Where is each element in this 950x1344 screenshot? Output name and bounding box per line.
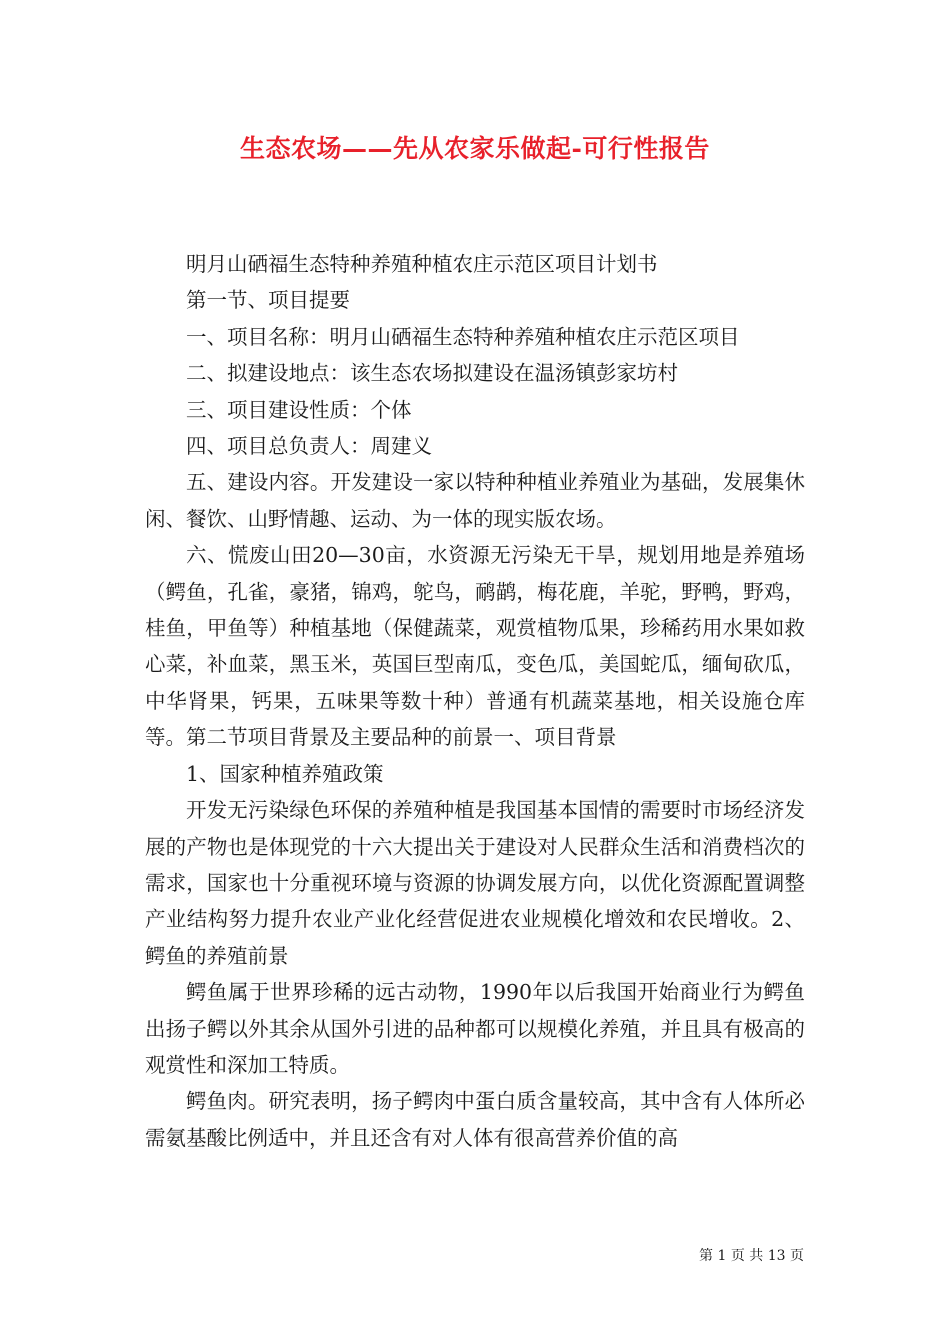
document-title: 生态农场——先从农家乐做起-可行性报告: [240, 134, 710, 163]
paragraph-land-plan: 六、慌废山田20—30亩，水资源无污染无干旱，规划用地是养殖场（鳄鱼，孔雀，豪猪，锦鸡，鸵鸟，鸸鹋，梅花鹿，羊驼，野鸭，野鸡，桂鱼，甲鱼等）种植基地（保健蔬菜，观赏植物瓜果，珍稀药用水果如救心菜，补血菜，黑玉米，英国巨型南瓜，变色瓜，美国蛇瓜，缅甸砍瓜，中华肾果，钙果，五味果等数十种）普通有机蔬菜基地，相关设施仓库等。第二节项目背景及主要品种的前景一、项目背景: [145, 543, 805, 750]
paragraph-policy: 开发无污染绿色环保的养殖种植是我国基本国情的需要时市场经济发展的产物也是体现党的十六大提出关于建设对人民群众生活和消费档次的需求，国家也十分重视环境与资源的协调发展方向，以优化资源配置调整产业结构努力提升农业产业化经营促进农业规模化增效和农民增收。2、鳄鱼的养殖前景: [145, 798, 805, 968]
paragraph-section-heading: 第一节、项目提要: [186, 288, 350, 313]
paragraph-manager: 四、项目总负责人：周建义: [186, 434, 432, 459]
paragraph-project-name: 一、项目名称：明月山硒福生态特种养殖种植农庄示范区项目: [186, 324, 740, 349]
paragraph-policy-heading: 1、国家种植养殖政策: [186, 761, 384, 786]
paragraph-crocodile: 鳄鱼属于世界珍稀的远古动物，1990年以后我国开始商业行为鳄鱼出扬子鳄以外其余从国外引进的品种都可以规模化养殖，并且具有极高的观赏性和深加工特质。: [145, 980, 805, 1077]
paragraph-content: 五、建设内容。开发建设一家以特种种植业养殖业为基础，发展集休闲、餐饮、山野情趣、运动、为一体的现实版农场。: [145, 470, 805, 531]
document-body: [145, 246, 805, 1156]
page-number: 第 1 页 共 13 页: [699, 1248, 804, 1264]
paragraph-nature: 三、项目建设性质：个体: [186, 397, 412, 422]
paragraph-plan-title: 明月山硒福生态特种养殖种植农庄示范区项目计划书: [186, 252, 658, 276]
paragraph-location: 二、拟建设地点：该生态农场拟建设在温汤镇彭家坊村: [186, 361, 678, 386]
paragraph-crocodile-meat: 鳄鱼肉。研究表明，扬子鳄肉中蛋白质含量较高，其中含有人体所必需氨基酸比例适中，并且还含有对人体有很高营养价值的高: [145, 1089, 805, 1150]
